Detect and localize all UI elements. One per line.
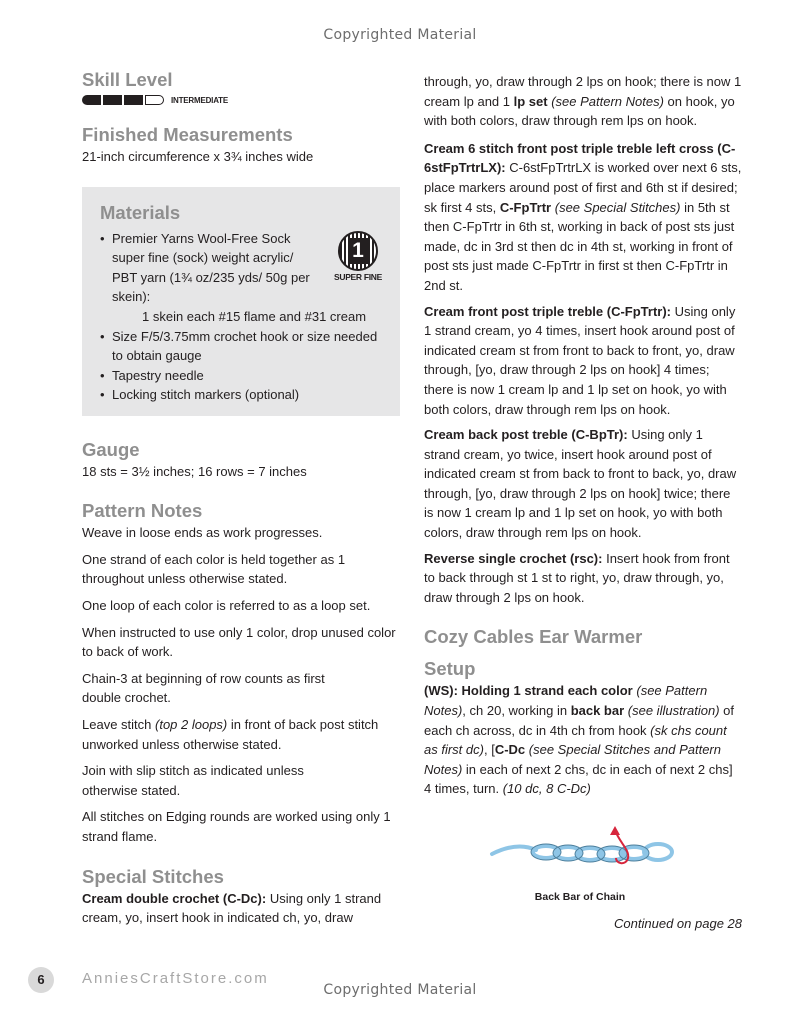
- stitch-definition-bptr: Cream back post treble (C-BpTr): Using only 1 strand cream, yo twice, insert hook around post of indicated cream st from back to front to back, yo, draw through, [yo, draw through 2 lps on hook] twice; there is now 1 cream lp and 1 lp set on hook, yo with both colors, draw through rem lps on hook.: [424, 427, 737, 541]
- pattern-note: Leave stitch (top 2 loops) in front of back post stitch unworked unless otherwise stated.: [82, 716, 379, 752]
- stitch-definition-rsc: Reverse single crochet (rsc): Insert hook from front to back through st 1 st to right, yo, draw through, yo, draw through 2 lps on hook.: [424, 550, 730, 605]
- pattern-note: Join with slip stitch as indicated unless otherwise stated.: [82, 763, 304, 798]
- setup-heading: Setup: [424, 658, 476, 680]
- pattern-note: Weave in loose ends as work progresses.: [82, 525, 323, 541]
- gauge-text: 18 sts = 3½ inches; 16 rows = 7 inches: [82, 463, 307, 479]
- finished-measurements-heading: Finished Measurements: [82, 124, 293, 145]
- materials-sub-item: 1 skein each #15 flame and #31 cream: [142, 308, 367, 324]
- stitch-definition-cdc: Cream double crochet (C-Dc): Using only 1 strand cream, yo, insert hook in indicated ch, yo, draw: [82, 890, 382, 926]
- finished-measurements-text: 21-inch circumference x 3¾ inches wide: [82, 149, 314, 164]
- pattern-note: One strand of each color is held together as 1 throughout unless otherwise stated.: [82, 551, 346, 587]
- continued-note: Continued on page 28: [614, 916, 742, 931]
- pattern-note: One loop of each color is referred to as a loop set.: [82, 597, 371, 613]
- stitch-definition-cross: Cream 6 stitch front post triple treble left cross (C-6stFpTrtrLX): C-6stFpTrtrLX is worked over next 6 sts, place markers around post of first and 6th st if desired; sk first 4 sts, C-FpTrtr (see Special Stitches) in 5th st then C-FpTrtr in 6th st, working in back of post sts just made, dc in 3rd st then dc in 4th st, working in front of post sts just made C-FpTrtr in first st then C-FpTrtr in 2nd st.: [424, 140, 742, 293]
- setup-instructions: (WS): Holding 1 strand each color (see Pattern Notes), ch 20, working in back bar (see illustration) of each ch across, dc in 4th ch from hook (sk chs count as first dc), [C-Dc (see Special Stitches and Pattern Notes) in each of next 2 chs, dc in each of next 2 chs] 4 times, turn. (10 dc, 8 C-Dc): [424, 683, 735, 797]
- pattern-note: All stitches on Edging rounds are worked using only 1 strand flame.: [82, 809, 391, 844]
- skill-level-indicator: [82, 95, 400, 105]
- yarn-weight-label: SUPER FINE: [333, 271, 382, 282]
- skill-block-empty: [145, 95, 164, 105]
- materials-heading: Materials: [100, 201, 181, 223]
- yarn-ball-icon: [338, 231, 378, 271]
- yarn-weight-number: 1: [348, 238, 368, 264]
- special-stitches-heading: Special Stitches: [82, 865, 224, 887]
- stitch-definition-fptrtr: Cream front post triple treble (C-FpTrtr): Using only 1 strand cream, yo 4 times, insert hook around post of indicated cream st from front to back to front, yo, draw through, [yo, draw through 2 lps on hook] 4 times; there is now 1 cream lp and 1 lp set on hook, yo with both colors, draw through rem lps on hook.: [424, 303, 736, 417]
- skill-level-heading: Skill Level: [82, 69, 173, 90]
- skill-block-filled: [82, 95, 101, 105]
- skill-block-filled: [124, 95, 143, 105]
- page-number: 6: [28, 967, 54, 993]
- right-column: [424, 72, 742, 799]
- skill-level-label: INTERMEDIATE: [171, 95, 229, 105]
- pattern-title: Cozy Cables Ear Warmer: [424, 626, 643, 648]
- pattern-notes-heading: Pattern Notes: [82, 500, 203, 522]
- left-column: [82, 68, 400, 928]
- website-url: AnniesCraftStore.com: [82, 970, 269, 987]
- gauge-heading: Gauge: [82, 438, 140, 460]
- materials-item: • Premier Yarns Wool-Free Sock super fine (sock) weight acrylic/ PBT yarn (1¾ oz/235 yds/ 50g per skein):: [100, 229, 316, 307]
- yarn-weight-badge: [328, 231, 388, 282]
- materials-item: • Tapestry needle: [100, 366, 386, 386]
- materials-item: • Locking stitch markers (optional): [100, 385, 386, 405]
- copyright-footer: Copyrighted Material: [323, 982, 477, 998]
- illustration-caption: Back Bar of Chain: [534, 891, 626, 903]
- skill-block-filled: [103, 95, 122, 105]
- materials-list: [100, 327, 386, 405]
- stitch-definition-cdc-continued: through, yo, draw through 2 lps on hook; there is now 1 cream lp and 1 lp set (see Pattern Notes) on hook, yo with both colors, draw through rem lps on hook.: [424, 74, 742, 129]
- materials-item: • Size F/5/3.75mm crochet hook or size needed to obtain gauge: [100, 327, 386, 366]
- pattern-note: Chain-3 at beginning of row counts as first double crochet.: [82, 670, 325, 706]
- copyright-header: Copyrighted Material: [323, 27, 477, 43]
- pattern-note: When instructed to use only 1 color, drop unused color to back of work.: [82, 624, 396, 660]
- materials-box: [82, 187, 400, 416]
